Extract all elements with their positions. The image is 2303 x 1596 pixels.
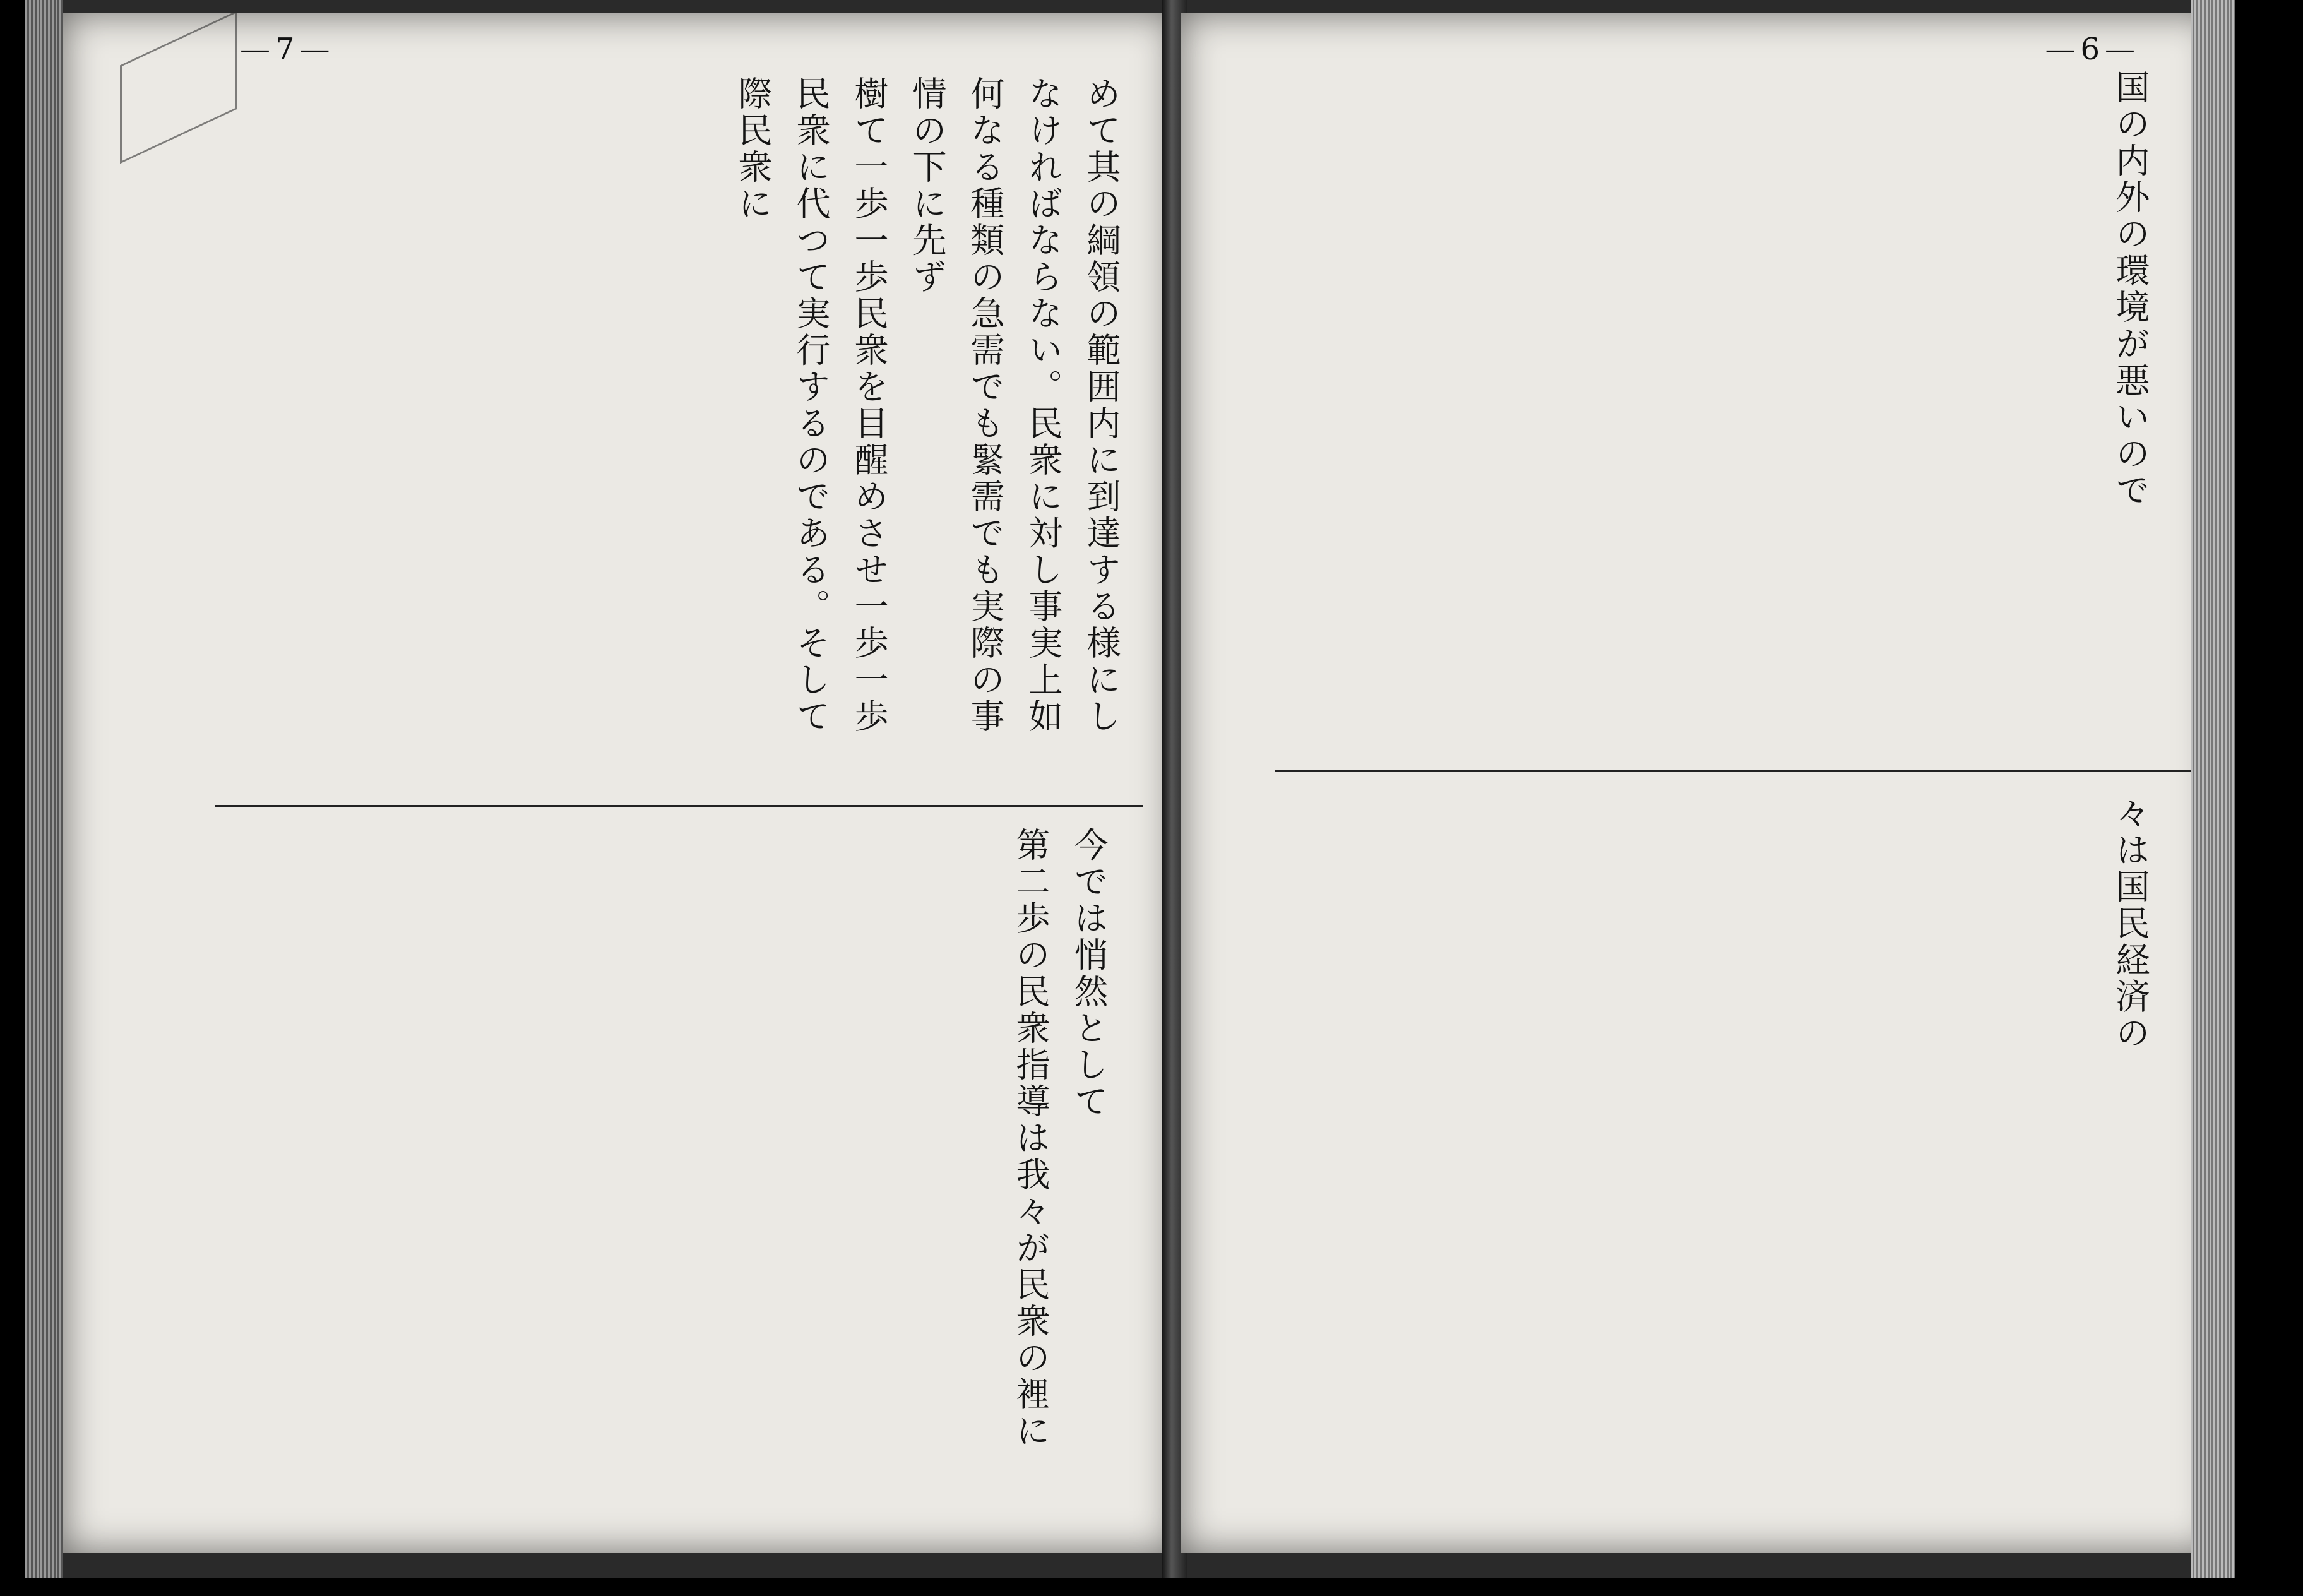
text-column: 何なる種類の急需でも緊需でも実際の事 <box>965 76 1005 735</box>
text-column: 今では悄然として <box>1069 827 1109 1120</box>
page-stack-right <box>2191 0 2235 1578</box>
text-column: 際民衆に <box>733 76 773 222</box>
right-page <box>1181 13 2216 1553</box>
left-top-text <box>234 76 1130 783</box>
text-column: なければならない。民衆に対し事実上如 <box>1023 76 1063 735</box>
text-column: 国の内外の環境が悪いので <box>2110 69 2150 509</box>
right-top-text <box>1244 69 2159 751</box>
text-column: 民衆に代つて実行するのである。そして <box>791 76 831 735</box>
text-column: 第二歩の民衆指導は我々が民衆の裡に <box>1011 827 1050 1450</box>
text-column: 樹て一歩一歩民衆を目醒めさせ一歩一歩 <box>849 76 889 735</box>
section-rule-left <box>215 805 1143 807</box>
text-column: 情の下に先ず <box>907 76 947 295</box>
left-page <box>63 13 1174 1553</box>
page-number-left: —7— <box>240 32 335 67</box>
paper-clip <box>120 13 237 164</box>
text-column: 々は国民経済の <box>2110 795 2150 1052</box>
section-rule-right <box>1275 770 2191 772</box>
page-stack-left <box>25 0 63 1578</box>
left-bottom-text <box>221 827 1117 1522</box>
book-spread <box>25 0 2235 1578</box>
page-number-right: —6— <box>2045 32 2140 67</box>
text-column: めて其の綱領の範囲内に到達する様にし <box>1081 76 1121 735</box>
right-bottom-text <box>1244 795 2159 1522</box>
